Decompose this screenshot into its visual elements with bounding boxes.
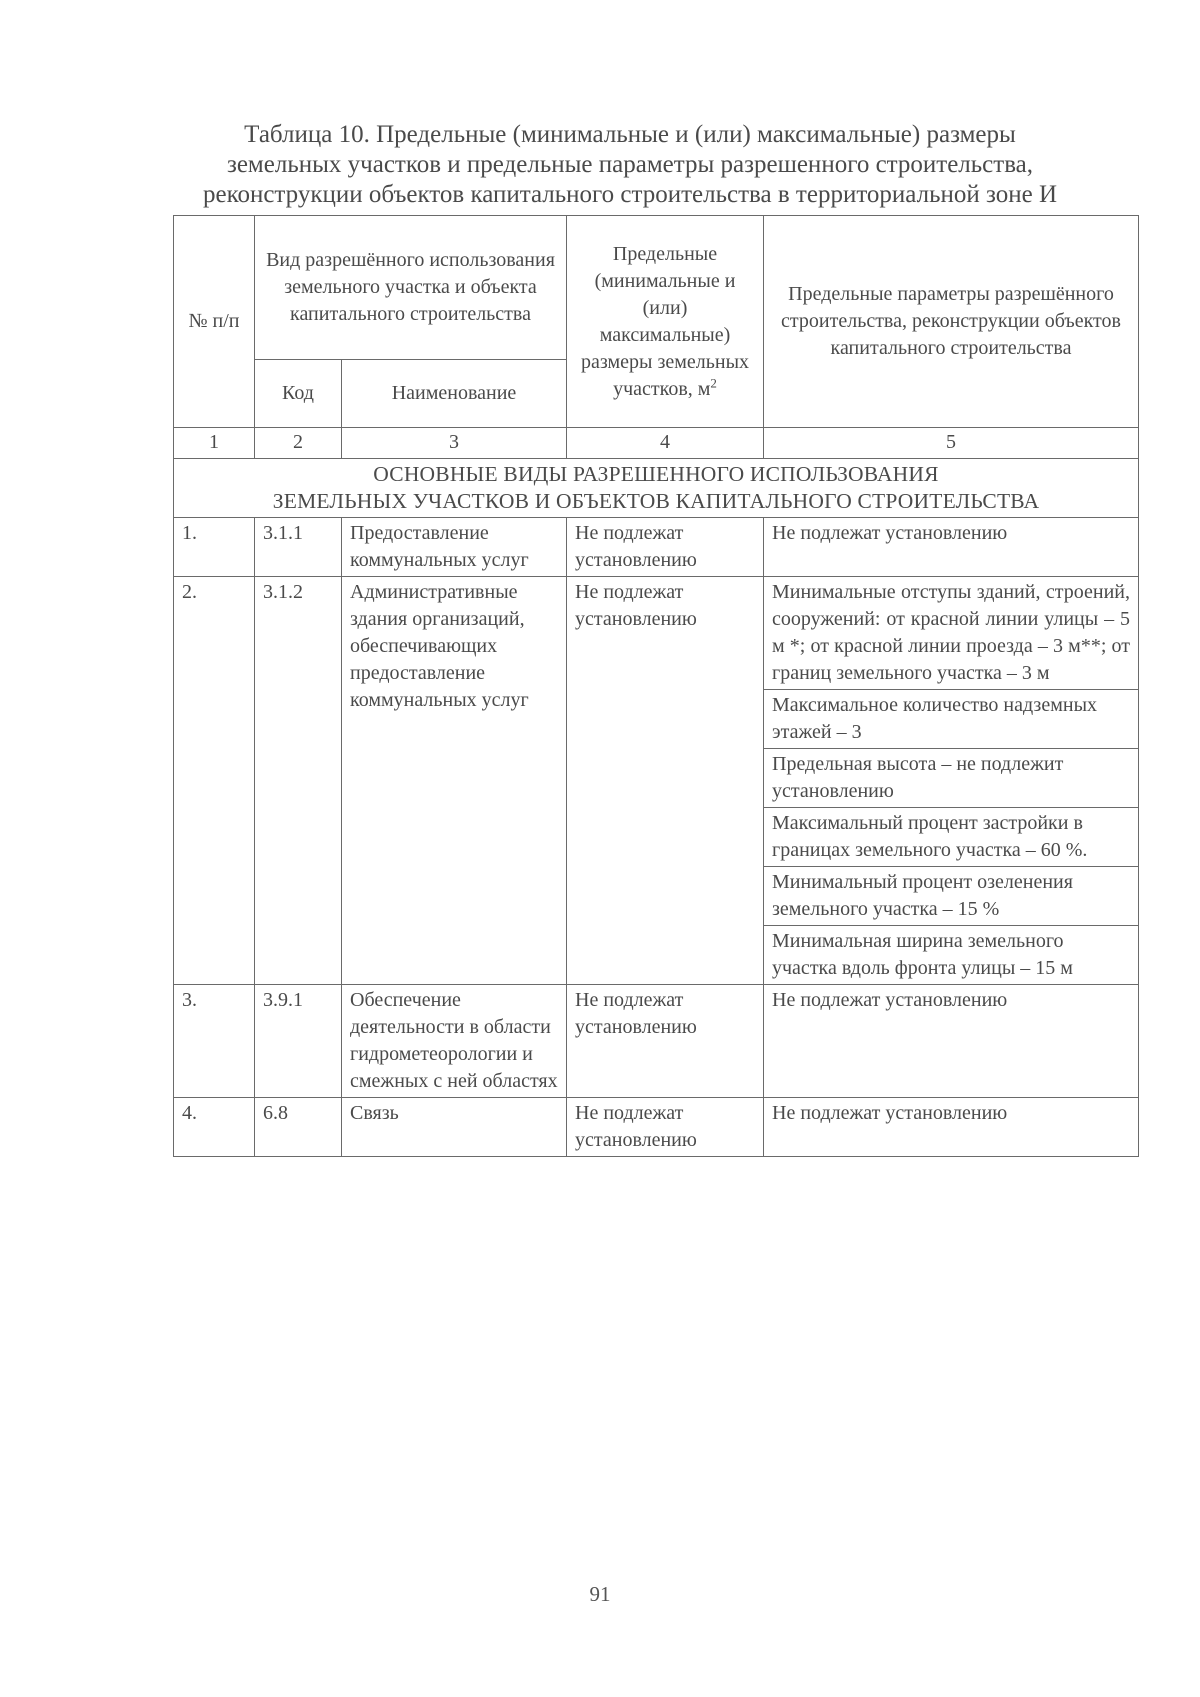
header-code: Код <box>255 360 342 428</box>
header-name: Наименование <box>342 360 567 428</box>
section-line-2: ЗЕМЕЛЬНЫХ УЧАСТКОВ И ОБЪЕКТОВ КАПИТАЛЬНОГО СТРОИТЕЛЬСТВА <box>272 489 1040 513</box>
header-sizes-text: Предельные (минимальные и (или) максимальные) размеры земельных участков, м <box>580 242 750 400</box>
header-sizes <box>567 216 764 428</box>
row-code: 3.1.1 <box>255 518 342 577</box>
row-name: Предоставление коммунальных услуг <box>342 518 567 577</box>
column-number: 5 <box>764 428 1139 459</box>
header-num: № п/п <box>174 216 255 428</box>
row-num: 3. <box>174 985 255 1098</box>
row-params: Не подлежат установлению <box>764 985 1139 1098</box>
row-param-greenery: Минимальный процент озеленения земельного участка – 15 % <box>764 867 1139 926</box>
row-param-coverage: Максимальный процент застройки в границах земельного участка – 60 %. <box>764 808 1139 867</box>
column-number-row <box>174 428 1139 459</box>
row-sizes: Не подлежат установлению <box>567 985 764 1098</box>
row-sizes: Не подлежат установлению <box>567 518 764 577</box>
row-param-height: Предельная высота – не подлежит установлению <box>764 749 1139 808</box>
column-number: 3 <box>342 428 567 459</box>
row-sizes: Не подлежат установлению <box>567 577 764 985</box>
table-row <box>174 518 1139 577</box>
column-number: 4 <box>567 428 764 459</box>
row-num: 2. <box>174 577 255 985</box>
table-title <box>150 120 1110 210</box>
row-num: 1. <box>174 518 255 577</box>
table-row <box>174 985 1139 1098</box>
row-code: 6.8 <box>255 1098 342 1157</box>
header-params: Предельные параметры разрешённого строительства, реконструкции объектов капитального строительства <box>764 216 1139 428</box>
land-parameters-table <box>173 215 1139 1157</box>
title-line-3: реконструкции объектов капитального строительства в территориальной зоне И <box>202 181 1058 208</box>
header-sizes-sup: 2 <box>710 374 717 390</box>
table-row <box>174 577 1139 690</box>
row-param-setbacks: Минимальные отступы зданий, строений, сооружений: от красной линии улицы – 5 м *; от красной линии проезда – 3 м**; от границ земельного участка – 3 м <box>764 577 1139 690</box>
row-sizes: Не подлежат установлению <box>567 1098 764 1157</box>
column-number: 2 <box>255 428 342 459</box>
row-name: Обеспечение деятельности в области гидрометеорологии и смежных с ней областях <box>342 985 567 1098</box>
row-params: Не подлежат установлению <box>764 518 1139 577</box>
section-line-1: ОСНОВНЫЕ ВИДЫ РАЗРЕШЕННОГО ИСПОЛЬЗОВАНИЯ <box>373 462 939 486</box>
header-row-top <box>174 216 1139 360</box>
row-code: 3.9.1 <box>255 985 342 1098</box>
table-row <box>174 1098 1139 1157</box>
row-name: Административные здания организаций, обеспечивающих предоставление коммунальных услуг <box>342 577 567 985</box>
row-num: 4. <box>174 1098 255 1157</box>
column-number: 1 <box>174 428 255 459</box>
row-code: 3.1.2 <box>255 577 342 985</box>
row-name: Связь <box>342 1098 567 1157</box>
row-params: Не подлежат установлению <box>764 1098 1139 1157</box>
row-param-floors: Максимальное количество надземных этажей – 3 <box>764 690 1139 749</box>
header-kind: Вид разрешённого использования земельного участка и объекта капитального строительства <box>255 216 567 360</box>
title-line-2: земельных участков и предельные параметры разрешенного строительства, <box>226 151 1034 178</box>
page-number: 91 <box>589 1582 611 1606</box>
section-row <box>174 459 1139 518</box>
row-param-width: Минимальная ширина земельного участка вдоль фронта улицы – 15 м <box>764 926 1139 985</box>
title-line-1: Таблица 10. Предельные (минимальные и (или) максимальные) размеры <box>244 121 1016 148</box>
section-heading <box>174 459 1139 518</box>
